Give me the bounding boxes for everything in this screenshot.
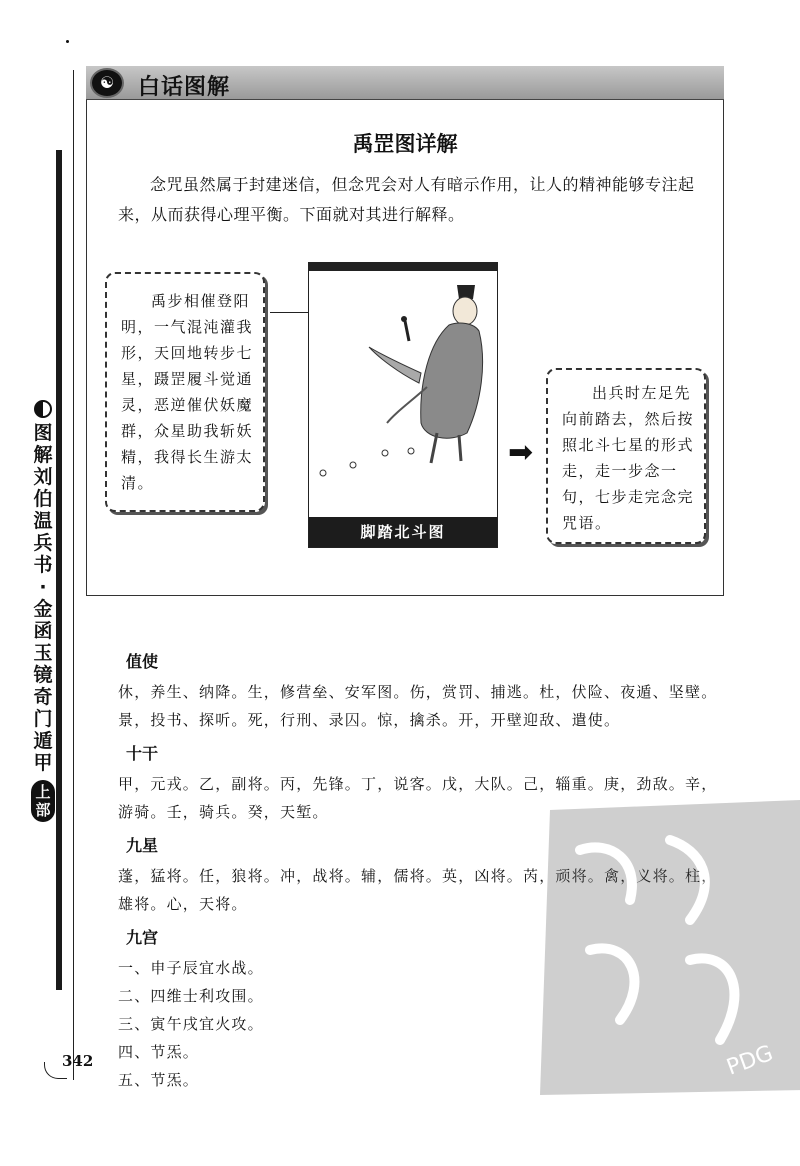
gutter-line xyxy=(73,70,74,1080)
page-number: 342 xyxy=(62,1052,94,1070)
section-heading: 值使 xyxy=(126,652,159,671)
speck xyxy=(66,40,69,43)
mantra-callout: 禹步相催登阳明，一气混沌灌我形，天回地转步七星，蹑罡履斗觉通灵，恶逆催伏妖魔群，众星助我斩妖精，我得长生游太清。 xyxy=(105,272,265,512)
list-item: 一、申子辰宜水战。 xyxy=(118,959,264,977)
dragon-logo-icon: ☯ xyxy=(90,68,124,98)
taoist-figure-illustration xyxy=(309,263,498,519)
gutter-bar xyxy=(56,150,62,990)
figure-panel xyxy=(308,262,498,548)
section-body: 甲，元戎。乙，副将。丙，先锋。丁，说客。戊，大队。己，辎重。庚，劲敌。辛，游骑。壬，骑兵。癸，天堑。 xyxy=(118,775,718,821)
intro-paragraph: 念咒虽然属于封建迷信，但念咒会对人有暗示作用，让人的精神能够专注起来，从而获得心理平衡。下面就对其进行解释。 xyxy=(118,175,695,224)
list-item: 三、寅午戌宜火攻。 xyxy=(118,1015,264,1033)
stamp-label: PDG xyxy=(723,1040,777,1081)
right-arrow-icon: ➡ xyxy=(508,435,534,470)
section-heading: 九星 xyxy=(126,836,159,855)
section-heading: 十干 xyxy=(126,744,159,763)
list-item: 二、四维士利攻围。 xyxy=(118,987,264,1005)
section-heading: 九宫 xyxy=(126,928,159,947)
section-body: 蓬，猛将。任，狼将。冲，战将。辅，儒将。英，凶将。芮，顽将。禽，义将。柱，雄将。心，天将。 xyxy=(118,867,718,913)
section-body: 休，养生、纳降。生，修营垒、安军图。伤，赏罚、捕逃。杜，伏险、夜遁、坚壁。景，投书、探听。死，行刑、录囚。惊，擒杀。开，开壁迎敌、遣使。 xyxy=(118,683,718,729)
header-title: 白话图解 xyxy=(138,75,231,100)
side-book-title xyxy=(30,400,56,822)
section-zhishi xyxy=(118,650,718,734)
instruction-callout: 出兵时左足先向前踏去，然后按照北斗七星的形式走，走一步念一句，七步走完念完咒语。 xyxy=(546,368,706,544)
figure-caption: 脚踏北斗图 xyxy=(309,517,497,547)
section-title: 禹罡图详解 xyxy=(352,132,458,156)
list-item: 四、节炁。 xyxy=(118,1043,200,1061)
volume-badge: 上部 xyxy=(31,780,55,822)
library-watermark-stamp xyxy=(520,790,800,1100)
list-item: 五、节炁。 xyxy=(118,1071,200,1089)
side-title-text: 图解刘伯温兵书·金函玉镜奇门遁甲 xyxy=(33,422,53,774)
yin-yang-icon xyxy=(34,400,52,418)
